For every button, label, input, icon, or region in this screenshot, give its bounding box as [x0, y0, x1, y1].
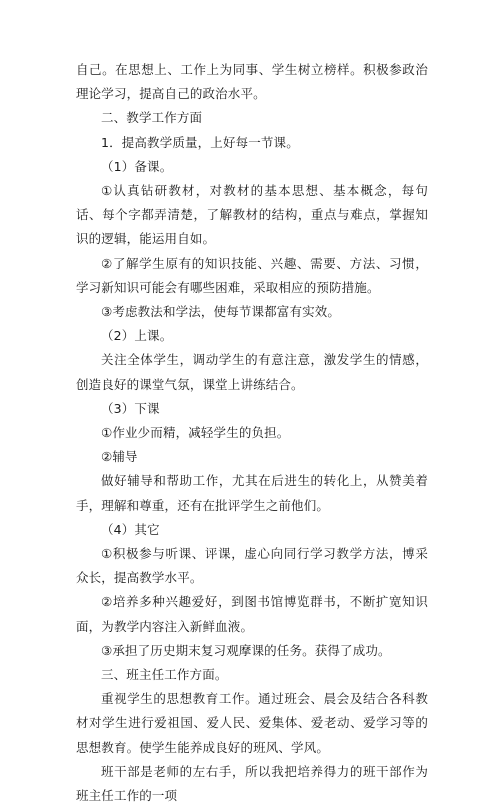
section-heading-class-teacher: 三、班主任工作方面。 — [101, 667, 228, 683]
paragraph-prep-3: ③考虑教法和学法，使每节课都富有实效。 — [101, 304, 341, 320]
paragraph-prep-1: ①认真钻研教材，对教材的基本思想、基本概念，每句话、每个字都弄清楚，了解教材的结构，重点与难点，掌握知识的逻辑，能运用自如。 — [76, 183, 428, 247]
paragraph-prep-2: ②了解学生原有的知识技能、兴趣、需要、方法、习惯，学习新知识可能会有哪些困难，采取相应的预防措施。 — [76, 255, 428, 295]
paragraph-tutoring-label: ②辅导 — [101, 449, 138, 465]
paragraph-class-cadres: 班干部是老师的左右手，所以我把培养得力的班干部作为班主任工作的一项 — [76, 763, 428, 804]
paragraph-homework: ①作业少而精，减轻学生的负担。 — [101, 425, 290, 441]
paragraph-other-2: ②培养多种兴趣爱好，到图书馆博览群书，不断扩宽知识面，为教学内容注入新鲜血液。 — [76, 594, 428, 634]
subheading-lesson-prep: （1）备课。 — [101, 158, 173, 174]
subheading-other: （4）其它 — [101, 521, 160, 537]
subheading-after-class: （3）下课 — [101, 400, 160, 416]
paragraph-moral-education: 重视学生的思想教育工作。通过班会、晨会及结合各科教材对学生进行爱祖国、爱人民、爱集体、爱老动、爱学习等的思想教育。使学生能养成良好的班风、学风。 — [76, 691, 428, 755]
paragraph-continuation: 自己。在思想上、工作上为同事、学生树立榜样。积极参政治理论学习，提高自己的政治水平。 — [76, 62, 428, 102]
paragraph-other-3: ③承担了历史期末复习观摩课的任务。获得了成功。 — [101, 642, 391, 658]
paragraph-other-1: ①积极参与听课、评课，虚心向同行学习教学方法，博采众长，提高教学水平。 — [76, 546, 428, 586]
section-heading-teaching: 二、教学工作方面 — [101, 110, 203, 126]
subheading-quality: 1．提高教学质量，上好每一节课。 — [101, 134, 299, 150]
document-body — [76, 58, 428, 808]
paragraph-class: 关注全体学生，调动学生的有意注意，激发学生的情感，创造良好的课堂气氛，课堂上讲练结合。 — [76, 352, 428, 392]
paragraph-tutoring: 做好辅导和帮助工作，尤其在后进生的转化上，从赞美着手，理解和尊重，还有在批评学生之前他们。 — [76, 473, 428, 513]
subheading-class: （2）上课。 — [101, 328, 173, 344]
